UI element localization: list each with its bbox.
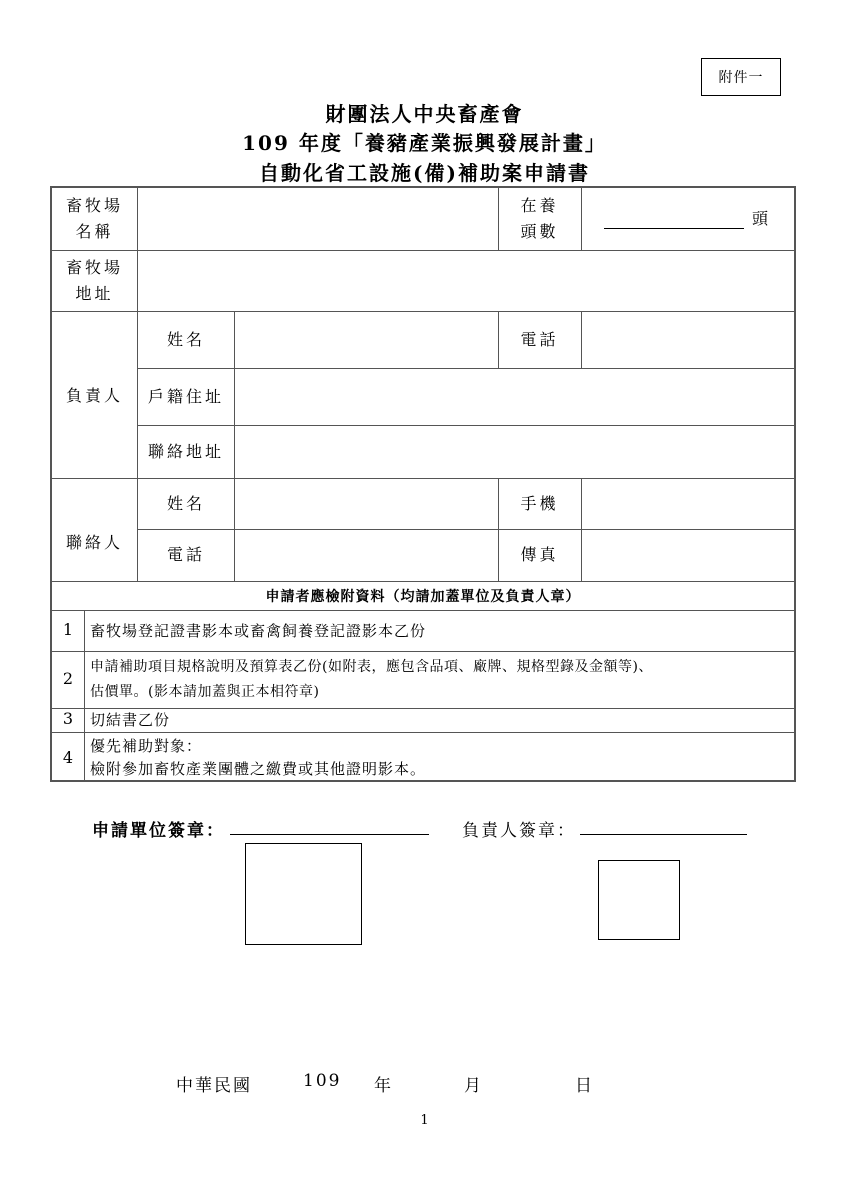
owner-signature-label: 負責人簽章： <box>462 821 576 841</box>
attachment-item-text: 切結書乙份 <box>90 711 171 729</box>
page-number: 1 <box>420 1113 429 1128</box>
row-divider <box>52 581 794 582</box>
col-divider <box>581 188 582 250</box>
owner-phone-field[interactable] <box>582 312 794 368</box>
owner-contact-address-label: 聯絡地址 <box>147 442 224 461</box>
attachment-number: 2 <box>62 669 74 688</box>
attachment-number: 3 <box>62 709 74 728</box>
herd-count-label: 頭數 <box>520 222 559 241</box>
owner-signature-line[interactable] <box>580 834 747 835</box>
attachment-item-text: 申請補助項目規格說明及預算表乙份(如附表，應包含品項、廠牌、規格型錄及金額等)、 <box>90 659 653 675</box>
owner-registered-address-field[interactable] <box>235 369 794 425</box>
attachment-number: 1 <box>62 620 74 639</box>
owner-contact-address-field[interactable] <box>235 426 794 478</box>
date-era: 中華民國 <box>176 1076 252 1096</box>
attachment-item-text: 優先補助對象： <box>90 737 203 755</box>
owner-phone-label: 電話 <box>520 330 559 349</box>
title-form-name: 自動化省工設施(備)補助案申請書 <box>259 161 590 185</box>
attachment-item-text: 檢附參加畜牧產業團體之繳費或其他證明影本。 <box>90 760 427 778</box>
title-organization: 財團法人中央畜產會 <box>325 102 524 126</box>
owner-stamp-box[interactable] <box>598 860 680 940</box>
attachment-label: 附件一 <box>701 58 781 96</box>
owner-registered-address-label: 戶籍住址 <box>147 387 224 406</box>
owner-name-field[interactable] <box>235 312 498 368</box>
farm-address-label: 畜牧場 <box>65 258 123 277</box>
contact-phone-label: 電話 <box>166 545 205 564</box>
farm-address-field[interactable] <box>138 251 794 311</box>
attachment-item-text: 畜牧場登記證書影本或畜禽飼養登記證影本乙份 <box>90 622 427 640</box>
date-year-label: 年 <box>374 1076 393 1096</box>
contact-label: 聯絡人 <box>65 533 123 552</box>
contact-mobile-label: 手機 <box>520 494 559 513</box>
contact-name-label: 姓名 <box>166 494 205 513</box>
applicant-unit-signature-line[interactable] <box>230 834 429 835</box>
attachment-item-text: 估價單。(影本請加蓋與正本相符章) <box>90 684 320 700</box>
contact-name-field[interactable] <box>235 479 498 529</box>
attachment-number: 4 <box>62 748 74 767</box>
contact-phone-field[interactable] <box>235 530 498 581</box>
herd-count-field[interactable] <box>604 228 744 229</box>
farm-name-field[interactable] <box>138 188 498 250</box>
row-divider <box>52 610 794 611</box>
application-form-table <box>50 186 796 782</box>
herd-unit: 頭 <box>752 209 772 228</box>
owner-name-label: 姓名 <box>166 330 205 349</box>
title-program: 109 年度「養豬產業振興發展計畫」 <box>242 131 607 155</box>
col-divider <box>84 610 85 782</box>
row-divider <box>52 651 794 652</box>
row-divider <box>52 732 794 733</box>
attachments-header: 申請者應檢附資料（均請加蓋單位及負責人章） <box>265 589 581 605</box>
contact-fax-field[interactable] <box>582 530 794 581</box>
owner-label: 負責人 <box>65 386 123 405</box>
date-month-label: 月 <box>464 1076 483 1096</box>
contact-mobile-field[interactable] <box>582 479 794 529</box>
farm-name-label: 畜牧場 <box>65 196 123 215</box>
herd-count-label: 在養 <box>520 196 559 215</box>
farm-name-label: 名稱 <box>75 222 114 241</box>
contact-fax-label: 傳真 <box>520 545 559 564</box>
farm-address-label: 地址 <box>75 284 114 303</box>
applicant-unit-signature-label: 申請單位簽章： <box>92 821 225 841</box>
date-day-label: 日 <box>575 1076 594 1096</box>
date-year-value: 109 <box>303 1071 342 1091</box>
unit-stamp-box[interactable] <box>245 843 362 945</box>
